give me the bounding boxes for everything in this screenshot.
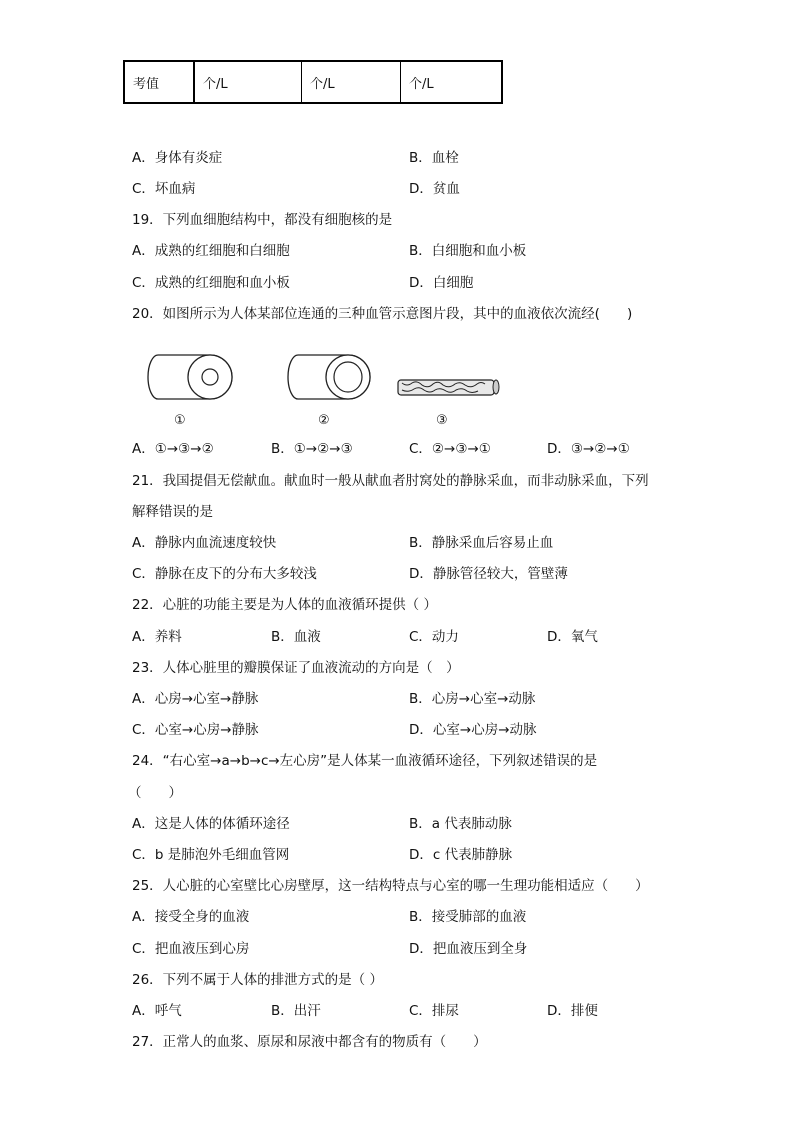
q24-option-c: C．b 是肺泡外毛细血管网 [132, 847, 290, 863]
q24-stem-line2: （ ） [128, 785, 182, 801]
q20-option-d: D．③→②→① [547, 441, 630, 457]
q22-option-c: C．动力 [409, 629, 459, 645]
q20-stem: 20．如图所示为人体某部位连通的三种血管示意图片段，其中的血液依次流经( ) [132, 306, 633, 322]
q21-stem-line2: 解释错误的是 [132, 504, 213, 520]
q23-option-c: C．心室→心房→静脉 [132, 722, 259, 738]
table-row [124, 61, 502, 103]
q19-option-a: A．成熟的红细胞和白细胞 [132, 243, 290, 259]
q23-option-a: A．心房→心室→静脉 [132, 691, 259, 707]
q18-option-b: B．血栓 [409, 150, 459, 166]
table-unit-cell: 个/L [203, 76, 228, 92]
vessel-1-icon [148, 355, 232, 399]
q22-option-d: D．氧气 [547, 629, 598, 645]
table-unit-cell: 个/L [401, 61, 503, 103]
figure-label-1: ① [174, 413, 186, 428]
q19-option-d: D．白细胞 [409, 275, 474, 291]
q20-option-c: C．②→③→① [409, 441, 491, 457]
q21-option-d: D．静脉管径较大，管壁薄 [409, 566, 568, 582]
q18-option-c: C．坏血病 [132, 181, 196, 197]
q22-stem: 22．心脏的功能主要是为人体的血液循环提供（ ） [132, 597, 437, 613]
figure-label-3: ③ [436, 413, 448, 428]
q20-option-b: B．①→②→③ [271, 441, 353, 457]
q22-option-a: A．养料 [132, 629, 182, 645]
q26-option-b: B．出汗 [271, 1003, 321, 1019]
q21-option-b: B．静脉采血后容易止血 [409, 535, 554, 551]
q20-option-a: A．①→③→② [132, 441, 214, 457]
q26-option-d: D．排便 [547, 1003, 598, 1019]
q25-option-c: C．把血液压到心房 [132, 941, 250, 957]
q19-option-c: C．成熟的红细胞和血小板 [132, 275, 290, 291]
q21-option-c: C．静脉在皮下的分布大多较浅 [132, 566, 317, 582]
table-label-cell: 考值 [124, 61, 194, 103]
table-unit-cell: 个/L [302, 61, 401, 103]
reference-value-table [123, 60, 503, 104]
q27-stem: 27．正常人的血浆、原尿和尿液中都含有的物质有（ ） [132, 1034, 487, 1050]
q18-option-a: A．身体有炎症 [132, 150, 223, 166]
q25-option-b: B．接受肺部的血液 [409, 909, 527, 925]
vessel-2-icon [288, 355, 370, 399]
q24-stem-line1: 24．“右心室→a→b→c→左心房”是人体某一血液循环途径，下列叙述错误的是 [132, 753, 598, 769]
q26-option-c: C．排尿 [409, 1003, 459, 1019]
q25-option-d: D．把血液压到全身 [409, 941, 528, 957]
q23-option-b: B．心房→心室→动脉 [409, 691, 536, 707]
q24-option-a: A．这是人体的体循环途径 [132, 816, 290, 832]
q25-stem: 25．人心脏的心室壁比心房壁厚，这一结构特点与心室的哪一生理功能相适应（ ） [132, 878, 649, 894]
q26-stem: 26．下列不属于人体的排泄方式的是（ ） [132, 972, 383, 988]
q22-option-b: B．血液 [271, 629, 321, 645]
figure-label-2: ② [318, 413, 330, 428]
q25-option-a: A．接受全身的血液 [132, 909, 250, 925]
q18-option-d: D．贫血 [409, 181, 460, 197]
q24-option-d: D．c 代表肺静脉 [409, 847, 513, 863]
q19-option-b: B．白细胞和血小板 [409, 243, 527, 259]
q26-option-a: A．呼气 [132, 1003, 182, 1019]
q23-stem: 23．人体心脏里的瓣膜保证了血液流动的方向是（ ） [132, 660, 460, 676]
q21-stem-line1: 21．我国提倡无偿献血。献血时一般从献血者肘窝处的静脉采血，而非动脉采血，下列 [132, 473, 649, 489]
q23-option-d: D．心室→心房→动脉 [409, 722, 537, 738]
capillary-icon [398, 380, 499, 395]
q19-stem: 19．下列血细胞结构中，都没有细胞核的是 [132, 212, 393, 228]
q24-option-b: B．a 代表肺动脉 [409, 816, 512, 832]
q21-option-a: A．静脉内血流速度较快 [132, 535, 277, 551]
